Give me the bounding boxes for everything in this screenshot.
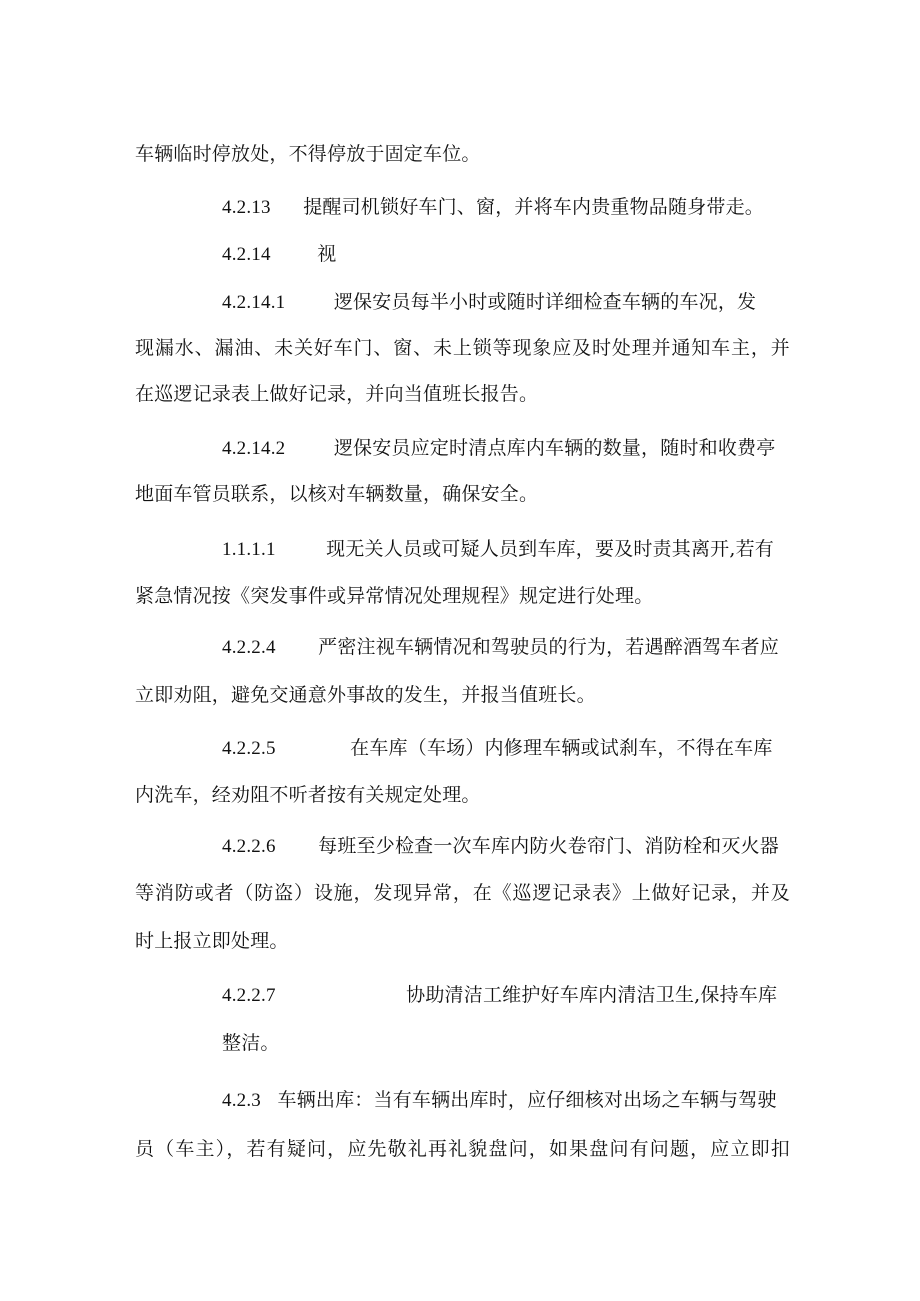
- paragraph-text: 逻保安员每半小时或随时详细检查车辆的车况，发: [333, 291, 757, 313]
- section-number: 4.2.2.4: [222, 637, 276, 658]
- paragraph-line: [135, 142, 481, 166]
- paragraph-text: 在车库（车场）内修理车辆或试刹车，不得在车库: [350, 737, 773, 759]
- paragraph-line: 立即劝阻，避免交通意外事故的发生，并报当值班长。: [135, 684, 596, 706]
- section-number: 4.2.14.2: [222, 438, 286, 459]
- paragraph-line: 整洁。: [222, 1032, 280, 1054]
- paragraph-text: 严密注视车辆情况和驾驶员的行为，若遇醉酒驾车者应: [318, 636, 779, 658]
- paragraph-line: [222, 635, 779, 660]
- paragraph-line: 地面车管员联系，以核对车辆数量，确保安全。: [135, 483, 539, 505]
- paragraph-line: 内洗车，经劝阻不听者按有关规定处理。: [135, 784, 481, 806]
- section-number: 4.2.2.7: [222, 985, 276, 1006]
- paragraph-line: 时上报立即处理。: [135, 930, 289, 952]
- section-number: 4.2.3: [222, 1090, 261, 1111]
- section-number: 4.2.2.5: [222, 738, 276, 759]
- section-number: 4.2.2.6: [222, 836, 276, 857]
- section-number: 4.2.14.1: [222, 292, 286, 313]
- paragraph-line: [222, 242, 336, 267]
- paragraph-line: [222, 290, 756, 315]
- paragraph-line: [222, 736, 773, 761]
- paragraph-text: 视: [317, 243, 337, 265]
- paragraph-line: 员（车主），若有疑问，应先敬礼再礼貌盘问，如果盘问有问题，应立即扣: [135, 1138, 790, 1160]
- paragraph-line: [222, 1088, 777, 1113]
- paragraph-line: 现漏水、漏油、未关好车门、窗、未上锁等现象应及时处理并通知车主，并: [135, 337, 790, 359]
- paragraph-text: 车辆临时停放处，不得停放于固定车位。: [135, 143, 481, 165]
- paragraph-line: [222, 537, 774, 562]
- paragraph-line: [222, 834, 779, 859]
- paragraph-text: 提醒司机锁好车门、窗，并将车内贵重物品随身带走。: [303, 196, 765, 218]
- section-number: 4.2.14: [222, 244, 271, 265]
- paragraph-line: [222, 983, 777, 1008]
- paragraph-line: 紧急情况按《突发事件或异常情况处理规程》规定进行处理。: [135, 585, 654, 607]
- paragraph-line: 等消防或者（防盗）设施，发现异常，在《巡逻记录表》上做好记录，并及: [135, 882, 790, 904]
- paragraph-line: [222, 195, 764, 220]
- paragraph-text: 现无关人员或可疑人员到车库，要及时责其离开,若有: [326, 538, 774, 560]
- paragraph-text: 每班至少检查一次车库内防火卷帘门、消防栓和灭火器: [318, 835, 779, 857]
- paragraph-text: 逻保安员应定时清点库内车辆的数量，随时和收费亭: [333, 437, 776, 459]
- paragraph-line: [222, 436, 775, 461]
- section-number: 1.1.1.1: [222, 539, 276, 560]
- paragraph-text: 协助清洁工维护好车库内清洁卫生,保持车库: [406, 984, 778, 1006]
- section-number: 4.2.13: [222, 197, 271, 218]
- paragraph-text: 车辆出库：当有车辆出库时，应仔细核对出场之车辆与驾驶: [277, 1089, 777, 1111]
- paragraph-line: 在巡逻记录表上做好记录，并向当值班长报告。: [135, 383, 539, 405]
